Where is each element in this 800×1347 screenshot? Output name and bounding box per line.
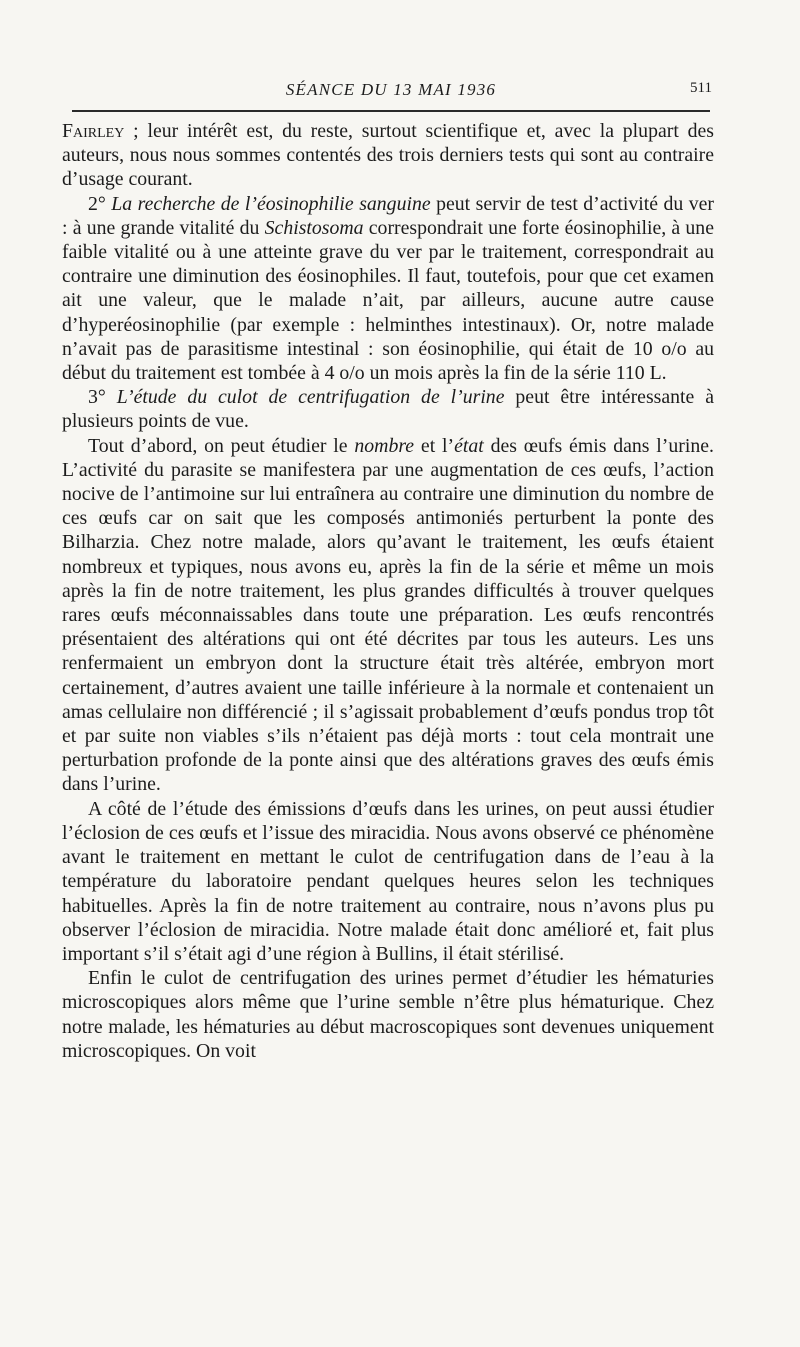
emphasis-nombre: nombre (354, 434, 415, 457)
body-text (62, 119, 714, 1063)
page-header (70, 80, 712, 108)
section-heading: L’étude du culot de centrifugation de l’urine (116, 386, 505, 409)
running-title: SÉANCE DU 13 MAI 1936 (285, 80, 497, 99)
paragraph-text: Tout d’abord, on peut étudier le (88, 434, 355, 457)
paragraph-4 (62, 434, 714, 797)
paragraph-text: Enfin le culot de centrifugation des urines permet d’étudier les hématuries microscopiques alors même que l’urine semble n’être plus hématurique. Chez notre malade, les hématuries au début macroscopiques sont devenues uniquement microscopiques. On voit (62, 967, 714, 1062)
section-heading: La recherche de l’éosinophilie sanguine (111, 192, 431, 215)
paragraph-text: peut servir de test d’activité du ver : à une grande vitalité du (62, 192, 715, 239)
section-number: 3° (88, 386, 117, 409)
paragraph-5 (62, 797, 714, 966)
paragraph-text: correspondrait une forte éosinophilie, à une faible vitalité ou à une atteinte grave du ver par le traitement, correspondrait au contraire une diminution des éosinophiles. Il faut, toutefois, pour que cet examen ait une valeur, que le malade n’ait, par ailleurs, aucune autre cause d’hyperéosinophilie (par exemple : helminthes intestinaux). Or, notre malade n’avait pas de parasitisme intestinal : son éosinophilie, qui était de 10 o/o au début du traitement est tombée à 4 o/o un mois après la fin de la série 110 L. (62, 216, 714, 385)
section-number: 2° (88, 192, 112, 215)
paragraph-3 (62, 385, 714, 433)
paragraph-text: A côté de l’étude des émissions d’œufs dans les urines, on peut aussi étudier l’éclosion de ces œufs et l’issue des miracidia. Nous avons observé ce phénomène avant le traitement en mettant le culot de centrifugation dans de l’eau à la température du laboratoire pendant quelques heures selon les techniques habituelles. Après la fin de notre traitement au contraire, nous n’avons plus pu observer l’éclosion de miracidia. Notre malade était donc amélioré et, fait plus important s’il s’était agi d’une région à Bullins, il était stérilisé. (62, 797, 714, 965)
paragraph-1 (62, 119, 714, 192)
paragraph-text: peut être intéressante à plusieurs points de vue. (62, 386, 714, 433)
header-rule (72, 110, 710, 112)
paragraph-text: des œufs émis dans l’urine. L’activité du parasite se manifestera par une augmentation de ces œufs, l’action nocive de l’antimoine sur lui entraînera au contraire une diminution du nombre de ces œufs car on sait que les composés antimoniés perturbent la ponte des Bilharzia. Chez notre malade, alors qu’avant le traitement, les œufs étaient nombreux et typiques, nous avons eu, après la fin de la série et même un mois après la fin de notre traitement, les plus grandes difficultés à trouver quelques rares œufs méconnaissables dans toute une préparation. Les œufs rencontrés présentaient des altérations qui ont été décrites par tous les auteurs. Les uns renfermaient un embryon dont la structure était très altérée, embryon mort certainement, d’autres avaient une taille inférieure à la normale et contenaient un amas cellulaire non différencié ; il s’agissait probablement d’œufs pondus trop tôt et par suite non viables s’ils n’étaient pas déjà morts : tout cela montrait une perturbation profonde de la ponte ainsi que des altérations graves des œufs émis dans l’urine. (62, 434, 714, 796)
paragraph-6 (62, 966, 714, 1063)
emphasis-etat: état (454, 434, 484, 457)
genus-name: Schistosoma (264, 216, 364, 239)
paragraph-2 (62, 192, 714, 386)
page-number: 511 (690, 80, 712, 96)
paragraph-text: ; leur intérêt est, du reste, surtout scientifique et, avec la plupart des auteurs, nous nous sommes contentés des trois derniers tests qui sont au contraire d’usage courant. (62, 120, 714, 191)
author-name: Fairley (62, 120, 125, 142)
paragraph-text: et l’ (414, 434, 455, 457)
